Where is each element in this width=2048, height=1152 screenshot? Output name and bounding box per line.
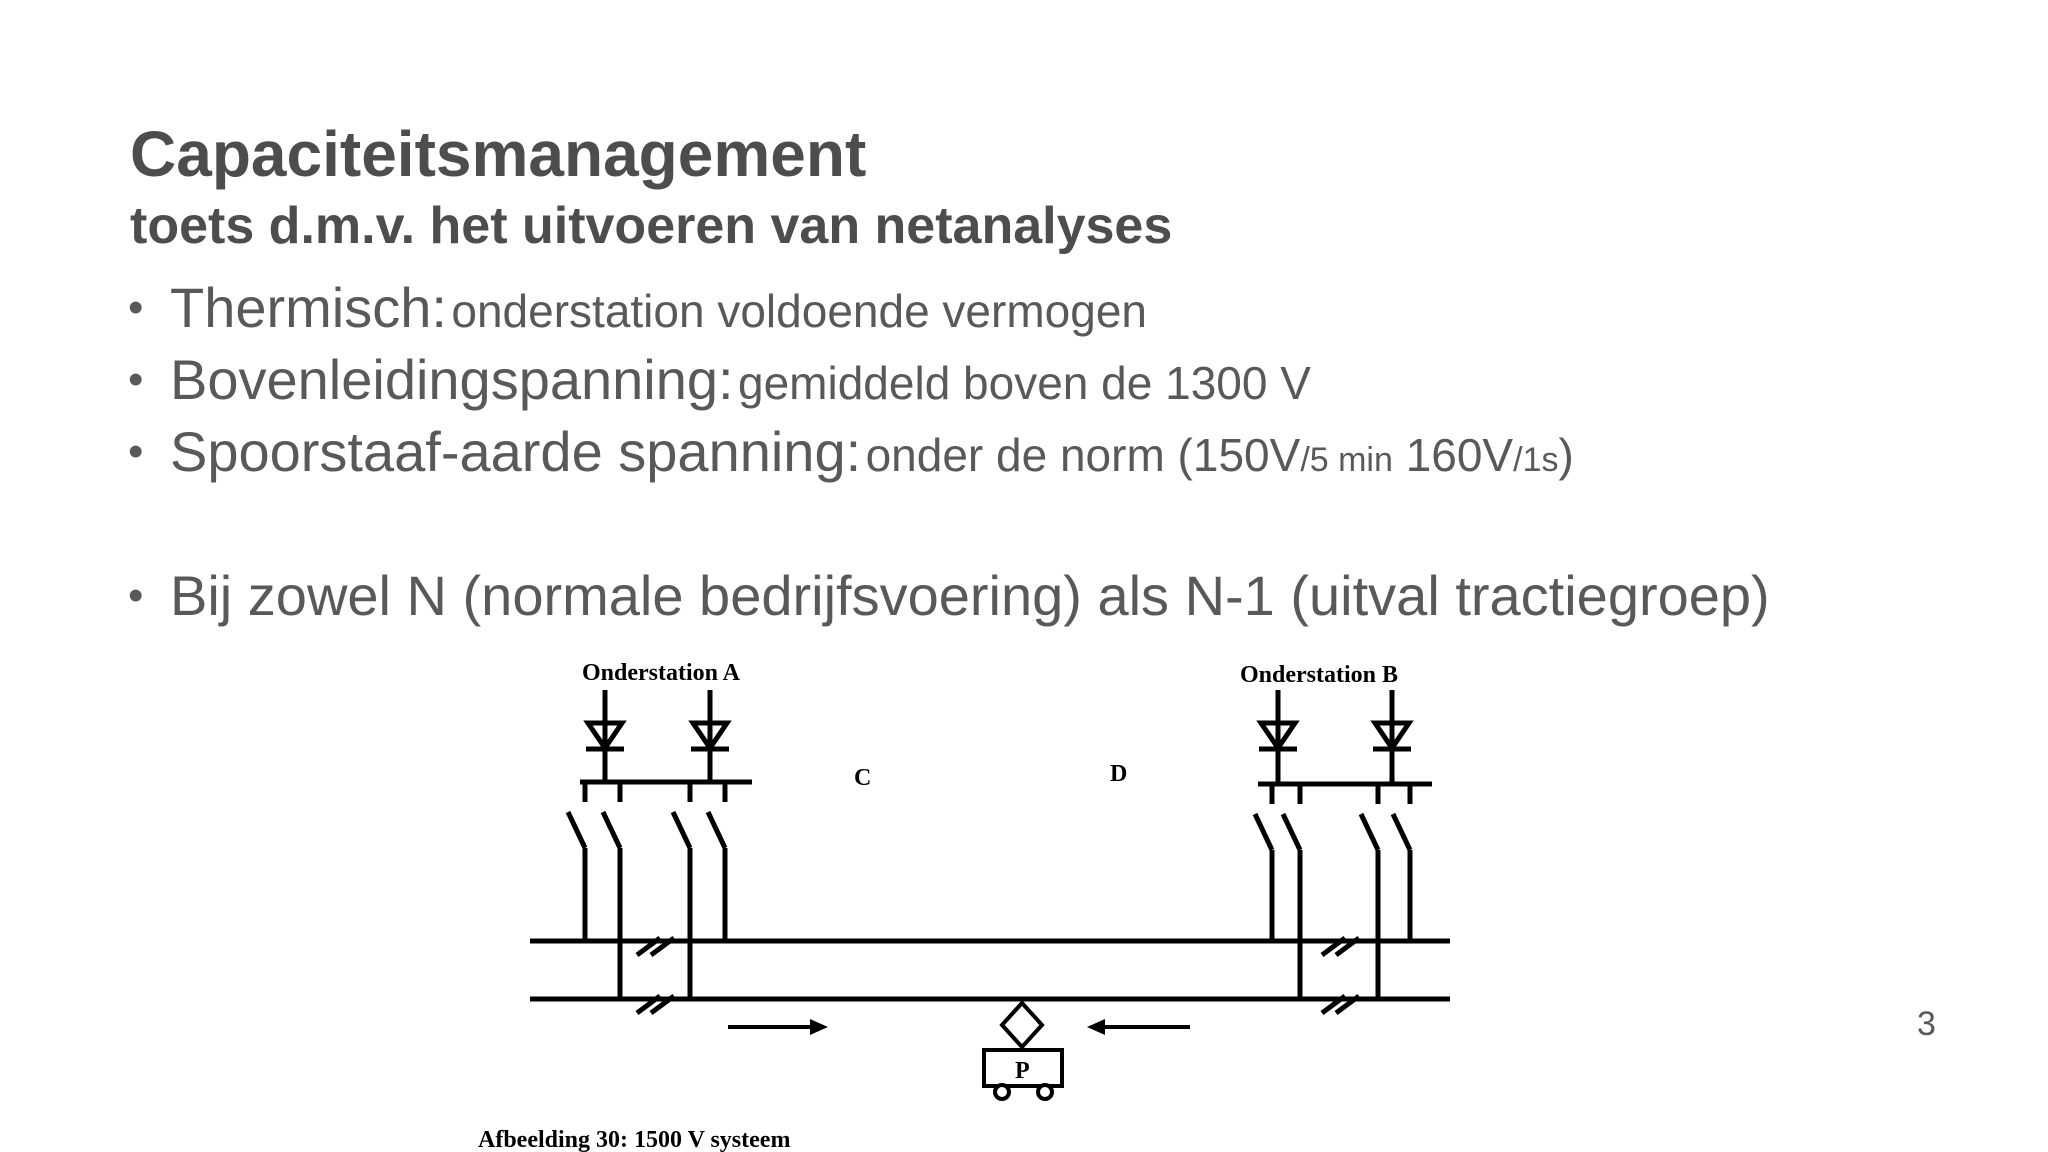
bullet-label: Thermisch: <box>170 276 447 339</box>
substation-a-label: Onderstation A <box>582 660 741 686</box>
bullet-detail: gemiddeld boven de 1300 V <box>738 357 1311 409</box>
norm-160v-duration: /1s <box>1513 441 1559 479</box>
norm-150v: onder de norm (150V <box>865 429 1301 481</box>
arrow-left-icon <box>1087 1019 1190 1035</box>
bullet-label: Spoorstaaf-aarde spanning: <box>170 420 862 483</box>
norm-150v-duration: /5 min <box>1300 441 1393 479</box>
bullet-detail: onderstation voldoende vermogen <box>451 285 1147 337</box>
arrow-right-icon <box>728 1019 828 1035</box>
norm-close: ) <box>1558 429 1574 481</box>
bullet-label: Bovenleidingspanning: <box>170 348 734 411</box>
bullet-label: Bij zowel N (normale bedrijfsvoering) als N-1 (uitval tractiegroep) <box>170 564 1770 627</box>
page-number: 3 <box>1917 1005 1936 1043</box>
slide-subtitle: toets d.m.v. het uitvoeren van netanalyses <box>130 197 1173 255</box>
section-c-label: C <box>854 765 872 791</box>
train-icon <box>984 1003 1062 1099</box>
substation-b-label: Onderstation B <box>1240 662 1399 688</box>
slide-title: Capaciteitsmanagement <box>130 118 867 190</box>
diagram-caption: Afbeelding 30: 1500 V systeem <box>478 1127 791 1152</box>
norm-160v: 160V <box>1405 429 1514 481</box>
section-d-label: D <box>1110 761 1128 787</box>
train-label: P <box>1015 1058 1030 1084</box>
